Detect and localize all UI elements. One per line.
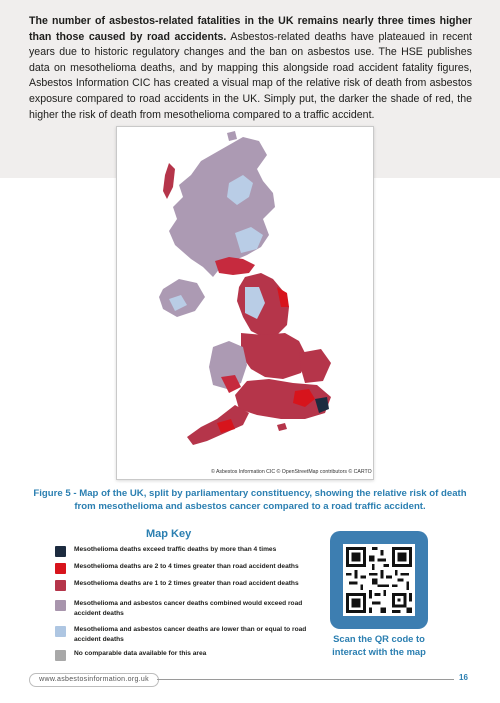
map-key-item	[55, 545, 324, 557]
map-region-iow	[277, 423, 287, 431]
qr-instruction: Scan the QR code to interact with the map	[332, 633, 426, 657]
map-region-central-belt	[215, 257, 255, 275]
figure-caption: Figure 5 - Map of the UK, split by parliamentary constituency, showing the relative risk of death from mesothelioma and asbestos cancer compared to a road traffic accident.	[33, 488, 467, 512]
qr-code[interactable]	[343, 544, 415, 616]
map-key-swatch	[55, 563, 66, 574]
map-region-orkney	[227, 131, 237, 141]
map-key-label: Mesothelioma deaths are 1 to 2 times greater than road accident deaths	[74, 580, 299, 587]
map-region-east-anglia	[299, 349, 331, 383]
map-key-swatch	[55, 580, 66, 591]
map-region-hebrides	[163, 163, 175, 199]
map-key-label: Mesothelioma deaths are 2 to 4 times greater than road accident deaths	[74, 563, 299, 570]
map-key-item	[55, 599, 324, 619]
footer-website-link[interactable]: www.asbestosinformation.org.uk	[29, 673, 159, 687]
uk-map-graphic	[117, 127, 373, 479]
map-key-swatch	[55, 600, 66, 611]
map-key-label: Mesothelioma deaths exceed traffic deaths by more than 4 times	[74, 546, 277, 553]
uk-risk-map[interactable]	[116, 126, 374, 480]
intro-body: Asbestos-related deaths have plateaued in recent years due to historic regulatory changes and the ban on asbestos use. The HSE publishes data on mesothelioma deaths, and by mapping this alongside road accident fatality figures, Asbestos Information CIC has created a visual map of the relative risk of death from asbestos exposure compared to road accidents in the UK. Simply put, the darker the shade of red, the higher the risk of death from mesothelioma compared to a traffic accident.	[29, 30, 472, 121]
map-key-label: Mesothelioma and asbestos cancer deaths combined would exceed road accident deaths	[74, 600, 303, 617]
map-key-item	[55, 649, 324, 661]
map-attribution: © Asbestos Information CIC © OpenStreetMap contributors © CARTO	[211, 469, 372, 475]
map-key-item	[55, 562, 324, 574]
qr-code-card[interactable]	[330, 531, 428, 629]
page-number: 16	[459, 673, 468, 682]
map-key-item	[55, 625, 324, 645]
intro-paragraph	[29, 14, 472, 123]
map-key-label: Mesothelioma and asbestos cancer deaths are lower than or equal to road accident deaths	[74, 626, 307, 643]
qr-code-icon	[343, 544, 415, 616]
map-key-label: No comparable data available for this area	[74, 650, 207, 657]
intro-bold: The number of asbestos-related fatalities in the UK remains nearly three times higher than those caused by road accidents.	[29, 15, 472, 43]
map-key-swatch	[55, 626, 66, 637]
footer-divider	[157, 679, 454, 680]
map-key-swatch	[55, 650, 66, 661]
map-key-swatch	[55, 546, 66, 557]
map-region-midlands	[241, 333, 307, 379]
map-key-title: Map Key	[146, 528, 192, 540]
map-region-scotland	[169, 137, 275, 277]
map-key-item	[55, 579, 324, 591]
